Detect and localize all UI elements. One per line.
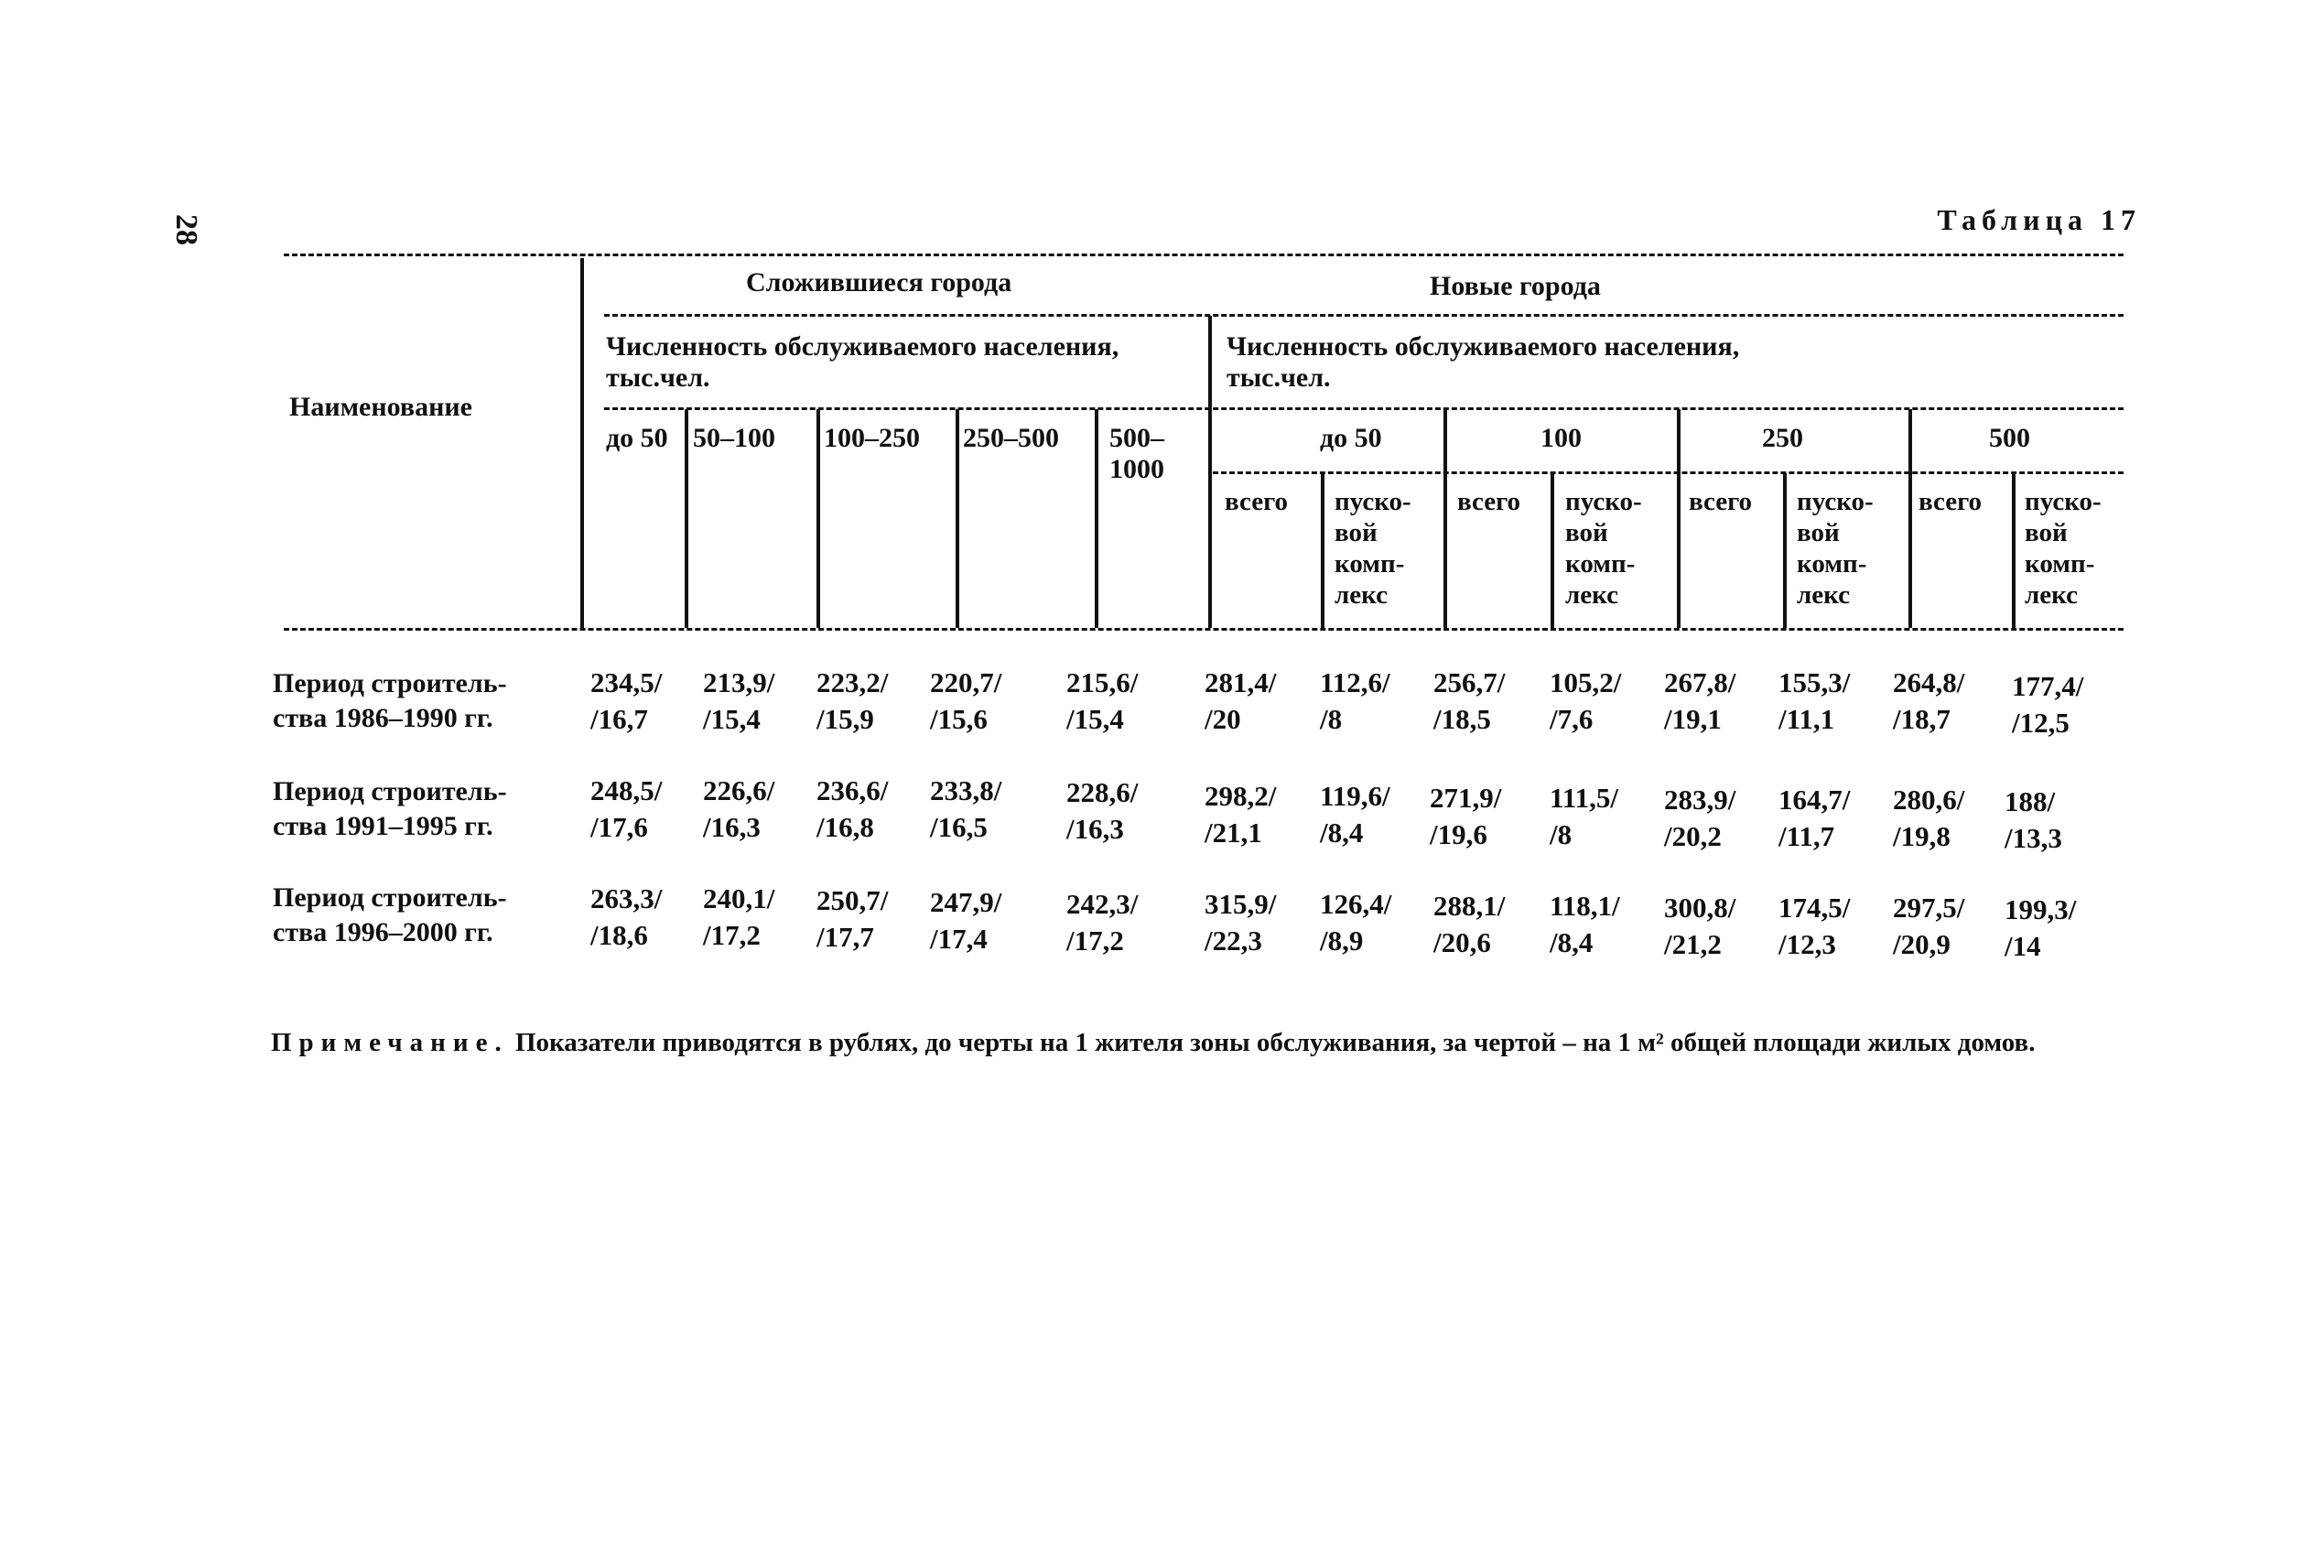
header-sub-launch: пуско- вой комп- лекс (2025, 487, 2102, 610)
header-new-cities: Новые города (1430, 271, 1601, 301)
rule-top (284, 254, 2124, 256)
table-cell: 199,3/ /14 (2005, 893, 2077, 962)
note-label: Примечание. (271, 1028, 509, 1057)
table-cell: 247,9/ /17,4 (930, 886, 1002, 955)
table-note (271, 1025, 2138, 1060)
col-divider (1208, 316, 1212, 628)
header-sub-total: всего (1919, 487, 1983, 516)
table-cell: 271,9/ /19,6 (1430, 782, 1502, 850)
header-est-col: до 50 (606, 423, 668, 453)
table-cell: 155,3/ /11,1 (1778, 666, 1851, 735)
col-divider (1783, 473, 1787, 628)
table-cell: 288,1/ /20,6 (1433, 890, 1506, 958)
table-cell: 126,4/ /8,9 (1320, 888, 1392, 957)
header-established-cities: Сложившиеся города (746, 267, 1012, 297)
table-cell: 250,7/ /17,7 (816, 884, 889, 953)
rule-sub-2 (604, 407, 2124, 410)
table-cell: 223,2/ /15,9 (816, 666, 889, 735)
header-est-col: 500– 1000 (1109, 423, 1164, 484)
table-cell: 315,9/ /22,3 (1205, 888, 1277, 957)
col-divider (1908, 409, 1912, 628)
note-text: Показатели приводятся в рублях, до черты на 1 жителя зоны обслуживания, за чертой – на 1 м² общей площади жилых домов. (514, 1028, 2036, 1057)
table-cell: 263,3/ /18,6 (590, 882, 663, 951)
row-name: Период строитель- ства 1996–2000 гг. (273, 882, 507, 947)
table-cell: 300,8/ /21,2 (1664, 892, 1736, 960)
table-cell: 248,5/ /17,6 (590, 774, 663, 843)
table-cell: 256,7/ /18,5 (1433, 666, 1506, 735)
table-cell: 215,6/ /15,4 (1066, 666, 1139, 735)
table-cell: 213,9/ /15,4 (703, 666, 775, 735)
header-sub-total: всего (1225, 487, 1289, 516)
table-title: Таблица 17 (1937, 203, 2141, 236)
table-cell: 111,5/ /8 (1550, 782, 1618, 850)
table-cell: 283,9/ /20,2 (1664, 784, 1736, 852)
table-cell: 233,8/ /16,5 (930, 774, 1002, 843)
rule-sub-1 (604, 314, 2124, 317)
header-sub-launch: пуско- вой комп- лекс (1335, 487, 1411, 610)
header-new-group: 500 (1989, 423, 2030, 453)
table-cell: 228,6/ /16,3 (1066, 776, 1139, 845)
table-cell: 112,6/ /8 (1320, 666, 1390, 735)
table-cell: 226,6/ /16,3 (703, 774, 775, 843)
table-cell: 281,4/ /20 (1205, 666, 1277, 735)
table-cell: 220,7/ /15,6 (930, 666, 1002, 735)
col-divider (956, 409, 959, 628)
table-cell: 264,8/ /18,7 (1893, 666, 1965, 735)
col-divider (685, 409, 688, 628)
table-cell: 119,6/ /8,4 (1320, 780, 1390, 849)
rule-header-bottom (284, 628, 2124, 631)
table-cell: 234,5/ /16,7 (590, 666, 663, 735)
table-cell: 240,1/ /17,2 (703, 882, 775, 951)
table-cell: 242,3/ /17,2 (1066, 888, 1139, 957)
table-cell: 297,5/ /20,9 (1893, 892, 1965, 960)
header-population-established: Численность обслуживаемого населения, тыс.чел. (606, 331, 1119, 393)
header-name-column: Наименование (289, 392, 472, 422)
col-divider (1677, 409, 1681, 628)
table-cell: 105,2/ /7,6 (1550, 666, 1622, 735)
col-divider (1551, 473, 1554, 628)
table-cell: 236,6/ /16,8 (816, 774, 889, 843)
page-number: 28 (169, 214, 203, 245)
header-est-col: 250–500 (963, 423, 1059, 453)
header-sub-total: всего (1689, 487, 1753, 516)
header-sub-launch: пуско- вой комп- лекс (1565, 487, 1642, 610)
table-cell: 177,4/ /12,5 (2012, 670, 2084, 739)
col-divider (1095, 409, 1098, 628)
row-name: Период строитель- ства 1991–1995 гг. (273, 776, 507, 841)
header-est-col: 100–250 (824, 423, 920, 453)
col-divider (816, 409, 820, 628)
table-cell: 164,7/ /11,7 (1778, 784, 1851, 852)
rule-sub-3 (1213, 471, 2124, 474)
table-cell: 298,2/ /21,1 (1205, 780, 1277, 849)
table-cell: 267,8/ /19,1 (1664, 666, 1736, 735)
header-population-new: Численность обслуживаемого населения, тыс.чел. (1227, 331, 1740, 393)
col-divider (2012, 473, 2016, 628)
table-cell: 174,5/ /12,3 (1778, 892, 1851, 960)
header-est-col: 50–100 (693, 423, 775, 453)
header-new-group: 100 (1540, 423, 1582, 453)
col-divider (1443, 409, 1447, 628)
col-divider (1321, 473, 1324, 628)
header-sub-total: всего (1457, 487, 1521, 516)
row-name: Период строитель- ства 1986–1990 гг. (273, 668, 507, 733)
table-cell: 188/ /13,3 (2005, 785, 2062, 854)
header-sub-launch: пуско- вой комп- лекс (1797, 487, 1874, 610)
header-new-group: 250 (1762, 423, 1803, 453)
header-new-group: до 50 (1320, 423, 1382, 453)
table-cell: 118,1/ /8,4 (1550, 890, 1620, 958)
col-divider (580, 258, 584, 628)
table-cell: 280,6/ /19,8 (1893, 784, 1965, 852)
